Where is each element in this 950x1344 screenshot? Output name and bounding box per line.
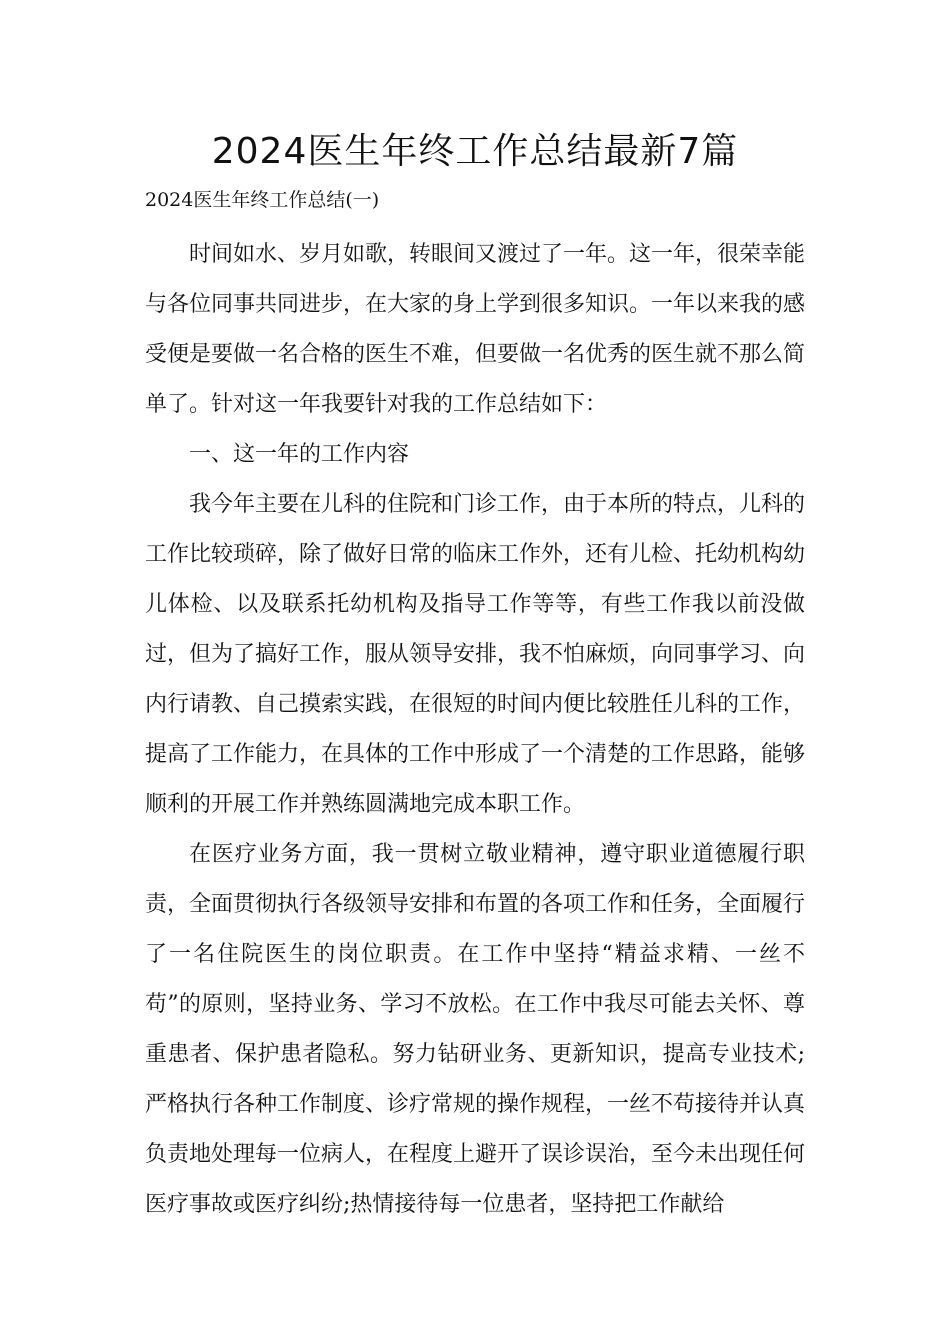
paragraph-medical-service: 在医疗业务方面，我一贯树立敬业精神，遵守职业道德履行职责，全面贯彻执行各级领导安排和布置的各项工作和任务，全面履行了一名住院医生的岗位职责。在工作中坚持“精益求精、一丝不苟”的原则，坚持业务、学习不放松。在工作中我尽可能去关怀、尊重患者、保护患者隐私。努力钻研业务、更新知识，提高专业技术;严格执行各种工作制度、诊疗常规的操作规程，一丝不苟接待并认真负责地处理每一位病人，在程度上避开了误诊误治，至今未出现任何医疗事故或医疗纠纷;热情接待每一位患者，坚持把工作献给 — [145, 842, 806, 1217]
paragraph-work-content: 我今年主要在儿科的住院和门诊工作，由于本所的特点，儿科的工作比较琐碎，除了做好日常的临床工作外，还有儿检、托幼机构幼儿体检、以及联系托幼机构及指导工作等等，有些工作我以前没做过，但为了搞好工作，服从领导安排，我不怕麻烦，向同事学习、向内行请教、自己摸索实践，在很短的时间内便比较胜任儿科的工作，提高了工作能力，在具体的工作中形成了一个清楚的工作思路，能够顺利的开展工作并熟练圆满地完成本职工作。 — [145, 492, 806, 817]
document-title: 2024医生年终工作总结最新7篇 — [211, 131, 739, 172]
section-subtitle: 2024医生年终工作总结(一) — [145, 189, 380, 211]
section-heading: 一、这一年的工作内容 — [189, 442, 410, 467]
body-text — [145, 230, 805, 1230]
paragraph-intro: 时间如水、岁月如歌，转眼间又渡过了一年。这一年，很荣幸能与各位同事共同进步，在大家的身上学到很多知识。一年以来我的感受便是要做一名合格的医生不难，但要做一名优秀的医生就不那么简单了。针对这一年我要针对我的工作总结如下： — [145, 242, 806, 417]
